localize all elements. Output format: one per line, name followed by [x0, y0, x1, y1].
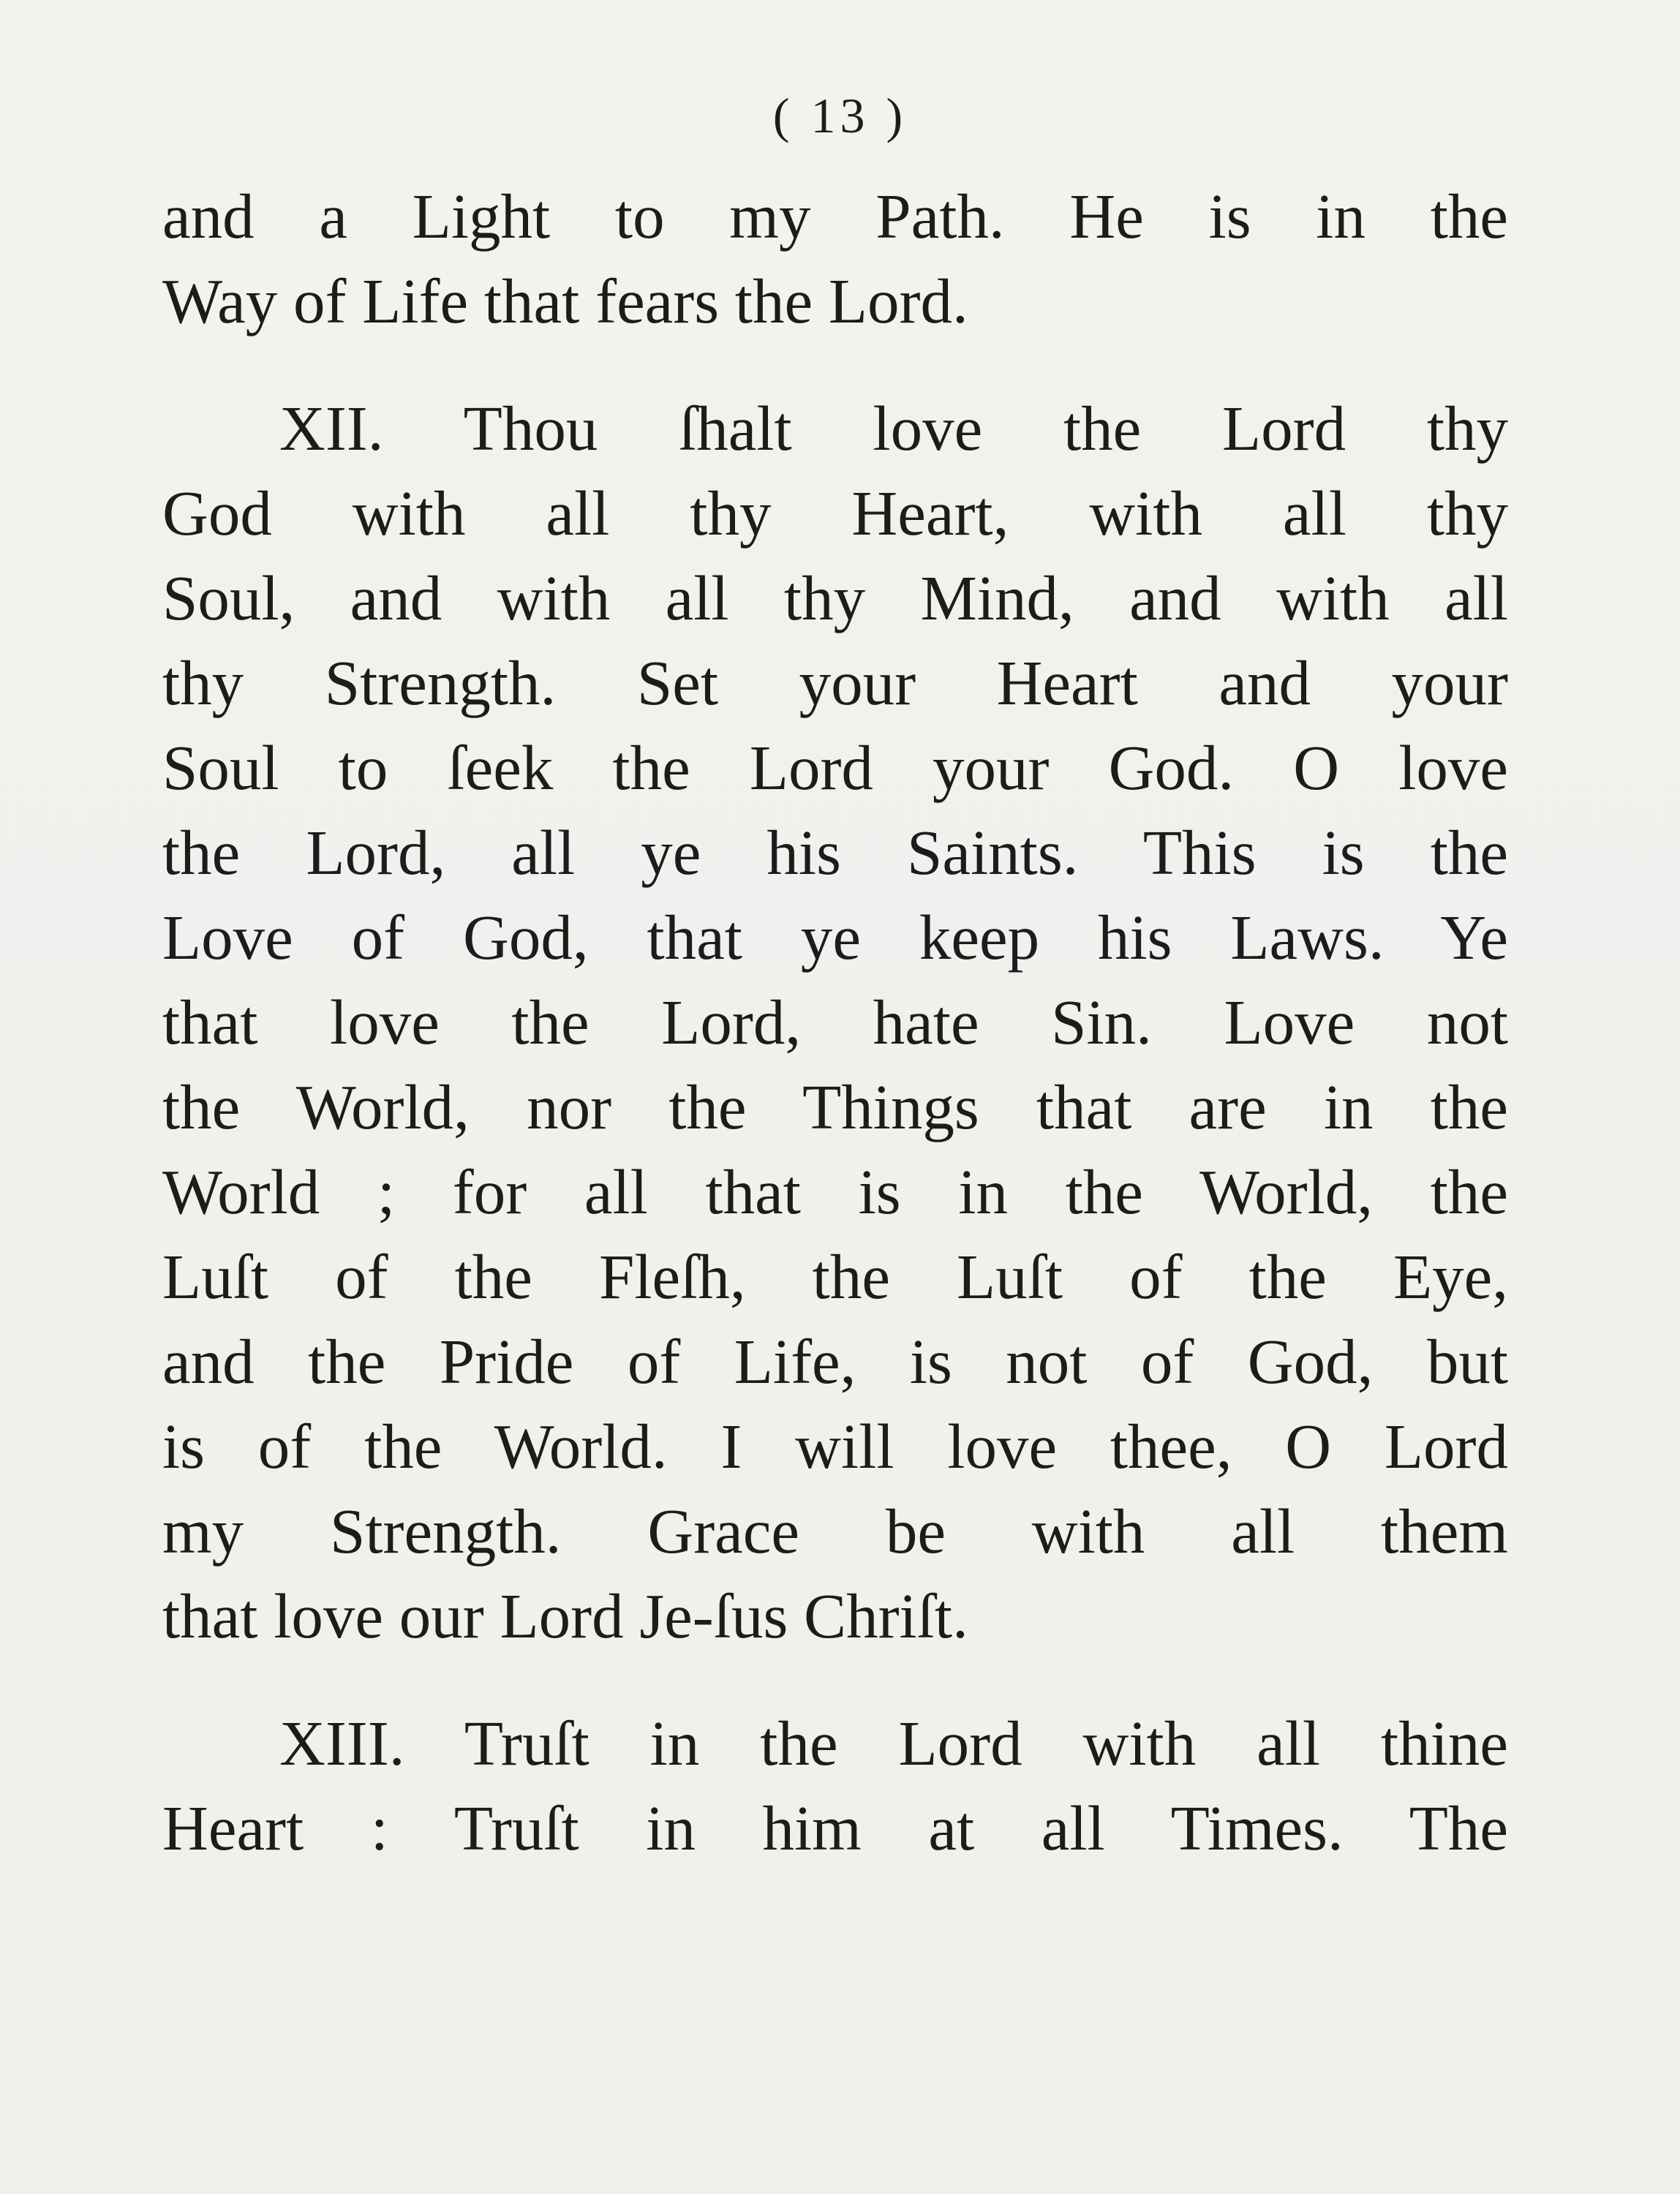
paragraph-xii [162, 386, 1508, 1659]
paragraph-continuation [162, 174, 1508, 344]
text-line: God with all thy Heart, with all thy [162, 478, 1508, 548]
text-line: and the Pride of Life, is not of God, but [162, 1326, 1508, 1397]
text-line: the World, nor the Things that are in the [162, 1071, 1508, 1142]
page-number: ( 13 ) [772, 88, 908, 143]
body-text [162, 174, 1508, 1871]
text-line: thy Strength. Set your Heart and your [162, 647, 1508, 718]
text-line: Soul to ſeek the Lord your God. O love [162, 732, 1508, 803]
text-line: that love the Lord, hate Sin. Love not [162, 987, 1508, 1058]
paragraph-spacing [162, 344, 1508, 386]
text-line: and a Light to my Path. He is in the [162, 181, 1508, 252]
text-line: Way of Life that fears the Lord. [162, 265, 968, 336]
paragraph-spacing [162, 1659, 1508, 1701]
text-line: XIII. Truſt in the Lord with all thine [279, 1708, 1508, 1779]
text-line: my Strength. Grace be with all them [162, 1496, 1508, 1567]
text-line: that love our Lord Je-ſus Chriſt. [162, 1580, 968, 1651]
text-line: the Lord, all ye his Saints. This is the [162, 817, 1508, 888]
text-line: is of the World. I will love thee, O Lord [162, 1411, 1508, 1482]
text-line: XII. Thou ſhalt love the Lord thy [279, 393, 1508, 464]
text-line: Heart : Truſt in him at all Times. The [162, 1792, 1508, 1863]
paragraph-xiii [162, 1701, 1508, 1871]
text-line: Love of God, that ye keep his Laws. Ye [162, 902, 1508, 973]
text-line: World ; for all that is in the World, the [162, 1156, 1508, 1227]
text-line: Luſt of the Fleſh, the Luſt of the Eye, [162, 1241, 1508, 1312]
text-line: Soul, and with all thy Mind, and with all [162, 562, 1508, 633]
